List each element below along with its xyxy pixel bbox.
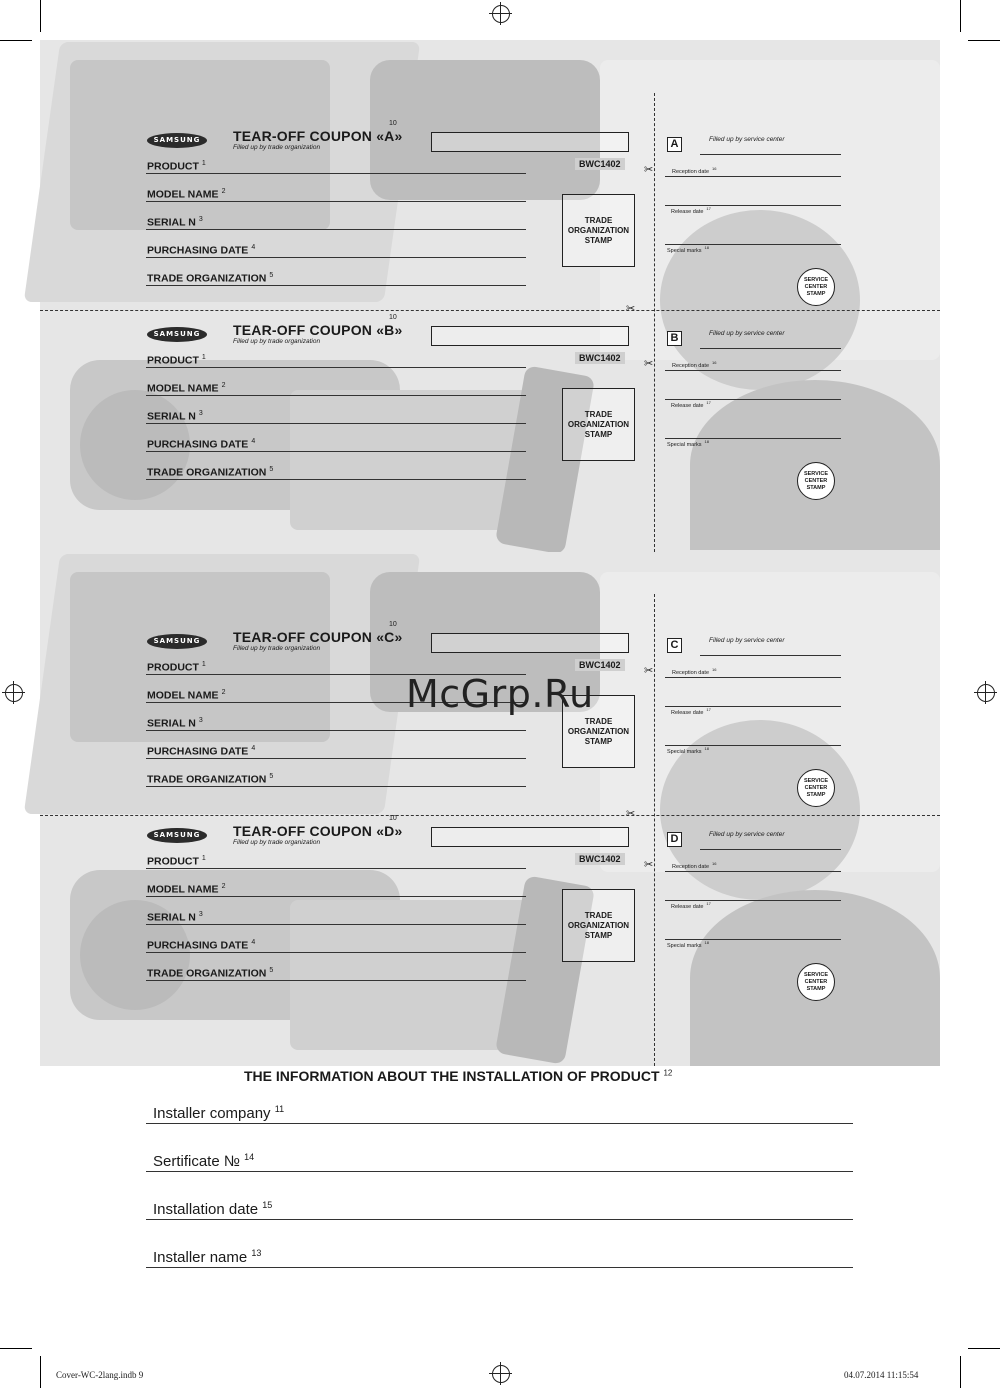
field-label: PRODUCT $^1$ (147, 354, 206, 367)
special-marks-label: Special marks$^{18}$ (667, 746, 709, 755)
samsung-logo: SAMSUNG (147, 133, 207, 148)
release-date-label: Release date$^{17}$ (671, 400, 711, 409)
field-label: TRADE ORGANIZATION $^5$ (147, 466, 274, 479)
installer-name-line[interactable] (146, 1267, 853, 1268)
trade-organization-stamp (562, 388, 635, 461)
installation-title (244, 1068, 672, 1084)
stamp-line: STAMP (584, 930, 613, 940)
service-center-stamp (797, 769, 835, 807)
registration-mark-right (977, 684, 995, 702)
service-header: Filled up by service center (709, 330, 785, 337)
model-code: BWC1402 (575, 158, 625, 170)
special-marks-line[interactable] (665, 438, 841, 439)
coupon-number-box[interactable] (431, 132, 629, 152)
coupon-title: TEAR-OFF COUPON «D» (233, 823, 403, 839)
service-stamp-line: SERVICE (803, 777, 829, 784)
service-stamp-line: SERVICE (803, 276, 829, 283)
field-label: SERIAL N $^3$ (147, 717, 203, 730)
stamp-line: TRADE (584, 716, 613, 726)
service-stamp-line: STAMP (806, 985, 826, 992)
service-stamp-text (804, 778, 828, 799)
service-center-stamp (797, 268, 835, 306)
field-input-line[interactable] (146, 730, 526, 731)
installation-date-label: Installation date $^{15}$ (153, 1200, 273, 1218)
field-input-line[interactable] (146, 868, 526, 869)
scissors-icon: ✂ (644, 358, 654, 370)
field-label: PRODUCT $^1$ (147, 160, 206, 173)
field-label: MODEL NAME $^2$ (147, 188, 226, 201)
field-input-line[interactable] (146, 758, 526, 759)
service-top-line (700, 348, 841, 349)
stamp-line: STAMP (584, 736, 613, 746)
special-marks-line[interactable] (665, 939, 841, 940)
scissors-icon: ✂ (644, 859, 654, 871)
trade-stamp-text (568, 911, 629, 941)
stamp-line: TRADE (584, 409, 613, 419)
scissors-icon: ✂ (626, 808, 636, 820)
coupon-subtitle: Filled up by trade organization (233, 645, 321, 652)
registration-mark-left (5, 684, 23, 702)
tear-line-vertical (654, 93, 655, 552)
trade-stamp-text (568, 216, 629, 246)
coupon-title-sup: 10 (389, 621, 397, 628)
service-stamp-line: CENTER (804, 784, 828, 791)
special-marks-line[interactable] (665, 745, 841, 746)
field-input-line[interactable] (146, 285, 526, 286)
stamp-line: ORGANIZATION (567, 419, 630, 429)
trade-organization-stamp (562, 889, 635, 962)
coupon-title-sup: 10 (389, 815, 397, 822)
trade-stamp-text (568, 410, 629, 440)
release-date-label: Release date$^{17}$ (671, 206, 711, 215)
release-date-line[interactable] (665, 900, 841, 901)
field-input-line[interactable] (146, 173, 526, 174)
reception-date-line[interactable] (665, 176, 841, 177)
stamp-line: STAMP (584, 429, 613, 439)
coupon-letter-box: A (667, 137, 682, 152)
installation-date-line[interactable] (146, 1219, 853, 1220)
model-code: BWC1402 (575, 352, 625, 364)
reception-date-label: Reception date$^{16}$ (672, 667, 717, 676)
field-input-line[interactable] (146, 423, 526, 424)
coupon-number-box[interactable] (431, 633, 629, 653)
field-label: SERIAL N $^3$ (147, 410, 203, 423)
stamp-line: TRADE (584, 910, 613, 920)
special-marks-label: Special marks$^{18}$ (667, 439, 709, 448)
field-input-line[interactable] (146, 924, 526, 925)
service-stamp-line: STAMP (806, 484, 826, 491)
reception-date-label: Reception date$^{16}$ (672, 166, 717, 175)
trade-organization-stamp (562, 194, 635, 267)
field-label: PURCHASING DATE $^4$ (147, 244, 256, 257)
coupon-subtitle: Filled up by trade organization (233, 144, 321, 151)
field-label: TRADE ORGANIZATION $^5$ (147, 773, 274, 786)
field-label: PURCHASING DATE $^4$ (147, 745, 256, 758)
coupon-title-sup: 10 (389, 120, 397, 127)
release-date-label: Release date$^{17}$ (671, 707, 711, 716)
samsung-logo: SAMSUNG (147, 327, 207, 342)
service-stamp-line: STAMP (806, 290, 826, 297)
service-stamp-line: CENTER (804, 283, 828, 290)
field-label: MODEL NAME $^2$ (147, 689, 226, 702)
installer-company-label: Installer company $^{11}$ (153, 1104, 285, 1122)
field-input-line[interactable] (146, 980, 526, 981)
service-top-line (700, 655, 841, 656)
service-stamp-line: SERVICE (803, 470, 829, 477)
tear-line-horizontal (40, 310, 940, 311)
special-marks-line[interactable] (665, 244, 841, 245)
reception-date-line[interactable] (665, 677, 841, 678)
service-stamp-text (804, 471, 828, 492)
coupon-letter-box: C (667, 638, 682, 653)
installer-company-line[interactable] (146, 1123, 853, 1124)
coupon-subtitle: Filled up by trade organization (233, 839, 321, 846)
service-stamp-line: SERVICE (803, 971, 829, 978)
coupon-subtitle: Filled up by trade organization (233, 338, 321, 345)
stamp-line: ORGANIZATION (567, 726, 630, 736)
reception-date-label: Reception date$^{16}$ (672, 360, 717, 369)
field-label: SERIAL N $^3$ (147, 216, 203, 229)
samsung-logo: SAMSUNG (147, 828, 207, 843)
coupon-number-box[interactable] (431, 827, 629, 847)
release-date-line[interactable] (665, 205, 841, 206)
coupon-title: TEAR-OFF COUPON «C» (233, 629, 403, 645)
footer-filename: Cover-WC-2lang.indb 9 (56, 1370, 144, 1380)
release-date-line[interactable] (665, 399, 841, 400)
installation-title-text: THE INFORMATION ABOUT THE INSTALLATION OF PRODUCT (244, 1068, 660, 1084)
stamp-line: STAMP (584, 235, 613, 245)
field-label: SERIAL N $^3$ (147, 911, 203, 924)
registration-mark-bottom (492, 1365, 510, 1383)
field-label: PURCHASING DATE $^4$ (147, 438, 256, 451)
stamp-line: ORGANIZATION (567, 225, 630, 235)
field-label: MODEL NAME $^2$ (147, 883, 226, 896)
field-input-line[interactable] (146, 952, 526, 953)
stamp-line: ORGANIZATION (567, 920, 630, 930)
samsung-logo: SAMSUNG (147, 634, 207, 649)
service-stamp-line: CENTER (804, 978, 828, 985)
stamp-line: TRADE (584, 215, 613, 225)
field-input-line[interactable] (146, 201, 526, 202)
certificate-line[interactable] (146, 1171, 853, 1172)
field-input-line[interactable] (146, 367, 526, 368)
service-stamp-text (804, 277, 828, 298)
service-stamp-line: STAMP (806, 791, 826, 798)
service-center-stamp (797, 963, 835, 1001)
field-label: PURCHASING DATE $^4$ (147, 939, 256, 952)
release-date-label: Release date$^{17}$ (671, 901, 711, 910)
service-center-stamp (797, 462, 835, 500)
release-date-line[interactable] (665, 706, 841, 707)
service-top-line (700, 849, 841, 850)
reception-date-label: Reception date$^{16}$ (672, 861, 717, 870)
special-marks-label: Special marks$^{18}$ (667, 940, 709, 949)
coupon-title: TEAR-OFF COUPON «B» (233, 322, 403, 338)
field-label: TRADE ORGANIZATION $^5$ (147, 272, 274, 285)
reception-date-line[interactable] (665, 370, 841, 371)
footer-timestamp: 04.07.2014 11:15:54 (844, 1370, 919, 1380)
field-input-line[interactable] (146, 395, 526, 396)
field-label: PRODUCT $^1$ (147, 661, 206, 674)
coupon-title-sup: 10 (389, 314, 397, 321)
field-input-line[interactable] (146, 896, 526, 897)
reception-date-line[interactable] (665, 871, 841, 872)
coupon-number-box[interactable] (431, 326, 629, 346)
service-stamp-line: CENTER (804, 477, 828, 484)
certificate-label: Sertificate № $^{14}$ (153, 1152, 255, 1170)
registration-mark-top (492, 5, 510, 23)
scissors-icon: ✂ (626, 303, 636, 315)
model-code: BWC1402 (575, 853, 625, 865)
model-code: BWC1402 (575, 659, 625, 671)
scissors-icon: ✂ (644, 164, 654, 176)
field-label: TRADE ORGANIZATION $^5$ (147, 967, 274, 980)
coupon-title: TEAR-OFF COUPON «A» (233, 128, 403, 144)
field-input-line[interactable] (146, 451, 526, 452)
field-input-line[interactable] (146, 229, 526, 230)
service-header: Filled up by service center (709, 136, 785, 143)
tear-line-vertical (654, 594, 655, 1066)
watermark: McGrp.Ru (406, 672, 594, 716)
installation-title-sup: 12 (663, 1068, 673, 1078)
service-stamp-text (804, 972, 828, 993)
field-input-line[interactable] (146, 786, 526, 787)
special-marks-label: Special marks$^{18}$ (667, 245, 709, 254)
service-header: Filled up by service center (709, 637, 785, 644)
field-label: MODEL NAME $^2$ (147, 382, 226, 395)
field-input-line[interactable] (146, 257, 526, 258)
field-input-line[interactable] (146, 479, 526, 480)
coupon-letter-box: D (667, 832, 682, 847)
tear-line-horizontal (40, 815, 940, 816)
installer-name-label: Installer name $^{13}$ (153, 1248, 262, 1266)
coupon-letter-box: B (667, 331, 682, 346)
scissors-icon: ✂ (644, 665, 654, 677)
field-label: PRODUCT $^1$ (147, 855, 206, 868)
service-top-line (700, 154, 841, 155)
trade-stamp-text (568, 717, 629, 747)
service-header: Filled up by service center (709, 831, 785, 838)
